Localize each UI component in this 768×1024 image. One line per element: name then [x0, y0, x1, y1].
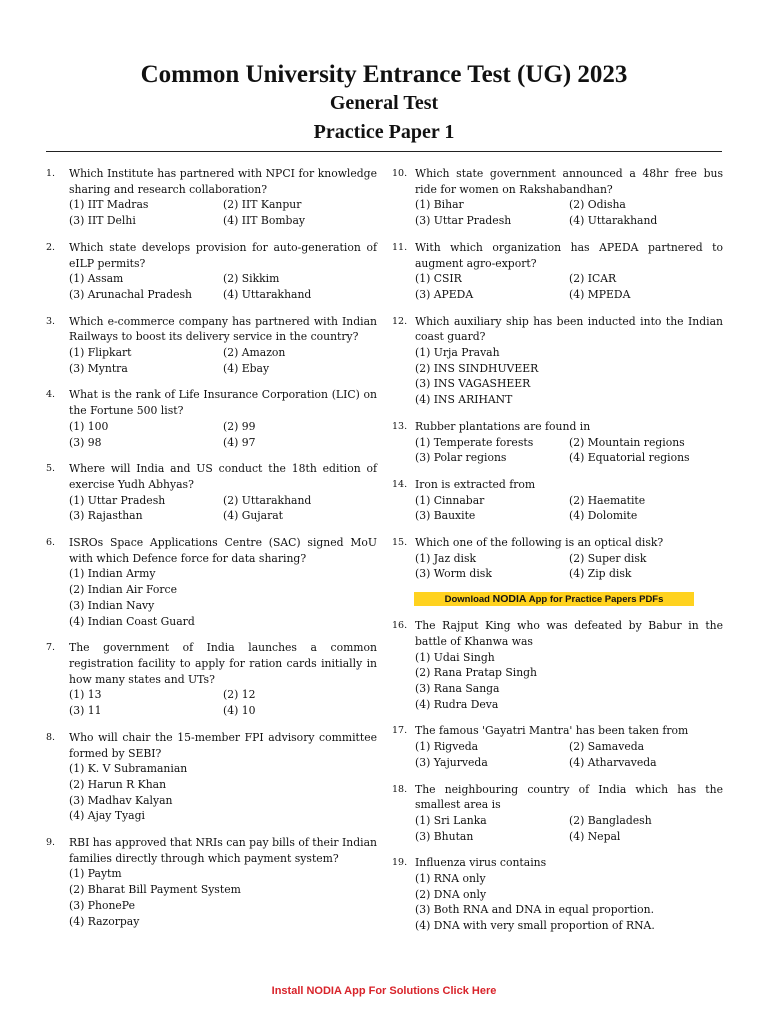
question-19: [392, 855, 723, 934]
answer-option: (2) Mountain regions: [569, 435, 685, 449]
answer-options: [415, 271, 723, 302]
answer-option: (4) INS ARIHANT: [415, 393, 513, 407]
answer-options: [69, 866, 377, 929]
answer-option: (1) Jaz disk: [415, 551, 477, 565]
answer-option: (1) Assam: [69, 272, 124, 286]
question-number: 1.: [46, 168, 56, 179]
answer-option: (4) Zip disk: [569, 567, 632, 581]
question-text: Where will India and US conduct the 18th edition of exercise Yudh Abhyas?: [69, 462, 377, 491]
answer-options: [69, 566, 377, 629]
answer-option: (3) PhonePe: [69, 898, 135, 912]
answer-option: (3) Arunachal Pradesh: [69, 287, 193, 301]
question-text: Which Institute has partnered with NPCI for knowledge sharing and research collaboration?: [69, 167, 377, 196]
question-number: 8.: [46, 731, 56, 743]
answer-option: (1) CSIR: [415, 272, 462, 286]
question-number: 9.: [46, 837, 56, 849]
question-number: 13.: [392, 420, 408, 432]
question-number: 14.: [392, 478, 408, 490]
answer-option: (1) Rigveda: [415, 740, 479, 754]
answer-option: (1) Sri Lanka: [415, 813, 487, 827]
question-text: Which state government announced a 48hr free bus ride for women on Rakshabandhan?: [415, 167, 723, 196]
answer-option: (4) MPEDA: [569, 287, 631, 301]
question-17: [392, 723, 723, 770]
question-text: Rubber plantations are found in: [415, 419, 591, 433]
question-text: Iron is extracted from: [415, 477, 536, 491]
answer-option: (3) Rajasthan: [69, 509, 143, 523]
right-column-bottom: [392, 618, 723, 934]
question-5: [46, 461, 377, 524]
question-text: With which organization has APEDA partnered to augment agro-export?: [415, 240, 723, 270]
question-4: [46, 387, 377, 450]
banner-brand: NODIA: [492, 593, 527, 606]
question-14: [392, 477, 723, 524]
question-text: The Rajput King who was defeated by Babur in the battle of Khanwa was: [415, 619, 723, 648]
answer-option: (3) 11: [69, 704, 102, 718]
question-number: 18.: [392, 783, 408, 795]
document-header: [0, 60, 768, 146]
answer-option: (4) IIT Bombay: [223, 214, 306, 228]
answer-option: (2) Haematite: [569, 493, 646, 507]
question-number: 2.: [46, 241, 56, 253]
answer-option: (4) Indian Coast Guard: [69, 614, 195, 628]
question-2: [46, 240, 377, 303]
answer-option: (3) Uttar Pradesh: [415, 214, 512, 228]
answer-options: [415, 493, 723, 524]
answer-option: (2) Samaveda: [569, 740, 645, 754]
answer-option: (3) Bauxite: [415, 509, 476, 523]
answer-option: (3) Myntra: [69, 361, 128, 375]
answer-option: (1) IIT Madras: [69, 198, 149, 212]
download-app-banner[interactable]: [414, 592, 694, 606]
question-number: 17.: [392, 725, 408, 737]
question-9: [46, 835, 377, 929]
banner-post: App for Practice Papers PDFs: [528, 594, 664, 606]
answer-options: [69, 761, 377, 824]
question-text: Which auxiliary ship has been inducted into the Indian coast guard?: [415, 314, 723, 344]
question-text: The famous 'Gayatri Mantra' has been taken from: [415, 724, 689, 738]
answer-option: (4) Ajay Tyagi: [69, 809, 145, 823]
answer-option: (3) Worm disk: [415, 567, 492, 581]
question-text: What is the rank of Life Insurance Corporation (LIC) on the Fortune 500 list?: [69, 388, 377, 418]
exam-subtitle: General Test: [329, 92, 439, 114]
answer-option: (4) Razorpay: [69, 914, 140, 928]
answer-option: (1) Bihar: [415, 198, 464, 212]
question-number: 7.: [46, 642, 56, 654]
answer-option: (2) 99: [223, 419, 256, 433]
answer-options: [415, 435, 723, 466]
answer-option: (2) Super disk: [569, 551, 647, 565]
answer-option: (3) Both RNA and DNA in equal proportion.: [415, 903, 654, 917]
answer-option: (2) Sikkim: [223, 272, 280, 286]
question-16: [392, 618, 723, 712]
answer-options: [69, 271, 377, 302]
paper-title: Practice Paper 1: [313, 121, 455, 143]
question-text: Which state develops provision for auto-generation of eILP permits?: [69, 240, 377, 270]
exam-title: Common University Entrance Test (UG) 2023: [140, 61, 628, 88]
answer-options: [69, 419, 377, 450]
answer-option: (1) 100: [69, 419, 109, 433]
answer-option: (2) 12: [223, 688, 256, 702]
question-number: 4.: [46, 389, 56, 401]
question-number: 5.: [46, 463, 56, 475]
answer-option: (2) Bharat Bill Payment System: [69, 883, 241, 897]
right-column: [392, 166, 723, 934]
answer-option: (1) Urja Pravah: [415, 346, 500, 360]
answer-option: (4) Rudra Deva: [415, 697, 499, 711]
answer-option: (3) Rana Sanga: [415, 681, 500, 695]
question-text: RBI has approved that NRIs can pay bills of their Indian families directly through which payment system?: [69, 836, 377, 865]
answer-option: (3) IIT Delhi: [69, 214, 136, 228]
answer-option: (2) Indian Air Force: [69, 583, 177, 597]
answer-option: (4) 10: [223, 704, 256, 718]
question-1: [46, 166, 377, 229]
answer-option: (1) Indian Army: [69, 567, 156, 581]
question-11: [392, 240, 723, 303]
question-text: ISROs Space Applications Centre (SAC) signed MoU with which Defence force for data sharing?: [69, 536, 377, 565]
answer-option: (4) Uttarakhand: [569, 214, 658, 228]
answer-option: (1) Temperate forests: [415, 435, 534, 449]
answer-option: (1) Uttar Pradesh: [69, 493, 166, 507]
question-13: [392, 419, 723, 466]
answer-option: (1) Udai Singh: [415, 650, 495, 664]
answer-option: (4) Ebay: [223, 361, 270, 375]
question-6: [46, 535, 377, 629]
question-text: Which one of the following is an optical disk?: [415, 536, 664, 550]
answer-option: (3) 98: [69, 435, 102, 449]
banner-pre: Download: [444, 594, 490, 606]
question-18: [392, 782, 723, 845]
question-text: The government of India launches a common registration facility to apply for ration cards initially in how many states and UTs?: [69, 641, 377, 686]
answer-option: (2) INS SINDHUVEER: [415, 361, 539, 375]
answer-option: (4) Equatorial regions: [569, 451, 690, 465]
answer-option: (3) Yajurveda: [415, 755, 488, 769]
question-text: Influenza virus contains: [415, 856, 547, 870]
question-number: 3.: [46, 315, 56, 327]
answer-options: [415, 197, 723, 228]
answer-option: (2) Uttarakhand: [223, 493, 312, 507]
answer-option: (4) Nepal: [569, 829, 621, 843]
answer-option: (2) ICAR: [569, 272, 617, 286]
answer-option: (1) Flipkart: [69, 346, 132, 360]
answer-options: [415, 813, 723, 844]
answer-option: (2) Bangladesh: [569, 813, 652, 827]
answer-options: [69, 493, 377, 524]
answer-option: (3) Indian Navy: [69, 598, 155, 612]
question-12: [392, 314, 723, 408]
answer-option: (1) RNA only: [415, 872, 486, 886]
answer-option: (1) Paytm: [69, 867, 122, 881]
answer-option: (3) Bhutan: [415, 829, 474, 843]
install-app-link[interactable]: Install NODIA App For Solutions Click Here: [271, 985, 497, 997]
answer-options: [69, 197, 377, 228]
answer-option: (1) 13: [69, 688, 102, 702]
answer-option: (3) Polar regions: [415, 451, 507, 465]
answer-option: (4) DNA with very small proportion of RNA.: [415, 919, 655, 933]
answer-option: (4) Atharvaveda: [569, 755, 657, 769]
question-number: 15.: [392, 537, 408, 549]
answer-options: [69, 687, 377, 718]
answer-option: (3) APEDA: [415, 287, 474, 301]
answer-option: (1) Cinnabar: [415, 493, 485, 507]
question-number: 6.: [46, 537, 56, 549]
question-number: 16.: [392, 620, 408, 632]
question-text: The neighbouring country of India which has the smallest area is: [415, 782, 723, 812]
header-divider: [46, 151, 722, 152]
answer-option: (3) Madhav Kalyan: [69, 793, 173, 807]
right-column-top: [392, 166, 723, 582]
question-3: [46, 314, 377, 377]
question-number: 19.: [392, 857, 408, 869]
answer-option: (4) Uttarakhand: [223, 287, 312, 301]
answer-options: [415, 345, 723, 408]
answer-options: [415, 871, 723, 934]
left-column: [46, 166, 377, 929]
answer-option: (4) Dolomite: [569, 509, 638, 523]
answer-option: (1) K. V Subramanian: [69, 762, 188, 776]
question-text: Which e-commerce company has partnered with Indian Railways to boost its delivery service in the country?: [69, 314, 377, 344]
answer-option: (2) Odisha: [569, 198, 626, 212]
answer-option: (4) 97: [223, 435, 256, 449]
answer-option: (3) INS VAGASHEER: [415, 377, 531, 391]
question-text: Who will chair the 15-member FPI advisory committee formed by SEBI?: [69, 730, 377, 760]
question-10: [392, 166, 723, 229]
question-15: [392, 535, 723, 582]
answer-option: (2) Harun R Khan: [69, 777, 167, 791]
answer-option: (2) Amazon: [223, 346, 286, 360]
answer-options: [415, 551, 723, 582]
question-number: 11.: [392, 241, 408, 253]
question-8: [46, 730, 377, 824]
answer-option: (2) DNA only: [415, 887, 487, 901]
question-7: [46, 640, 377, 719]
answer-option: (2) IIT Kanpur: [223, 198, 302, 212]
answer-options: [69, 345, 377, 376]
answer-option: (2) Rana Pratap Singh: [415, 666, 538, 680]
answer-options: [415, 739, 723, 770]
answer-options: [415, 650, 723, 713]
answer-option: (4) Gujarat: [223, 509, 284, 523]
question-number: 10.: [392, 168, 408, 179]
question-number: 12.: [392, 315, 408, 327]
